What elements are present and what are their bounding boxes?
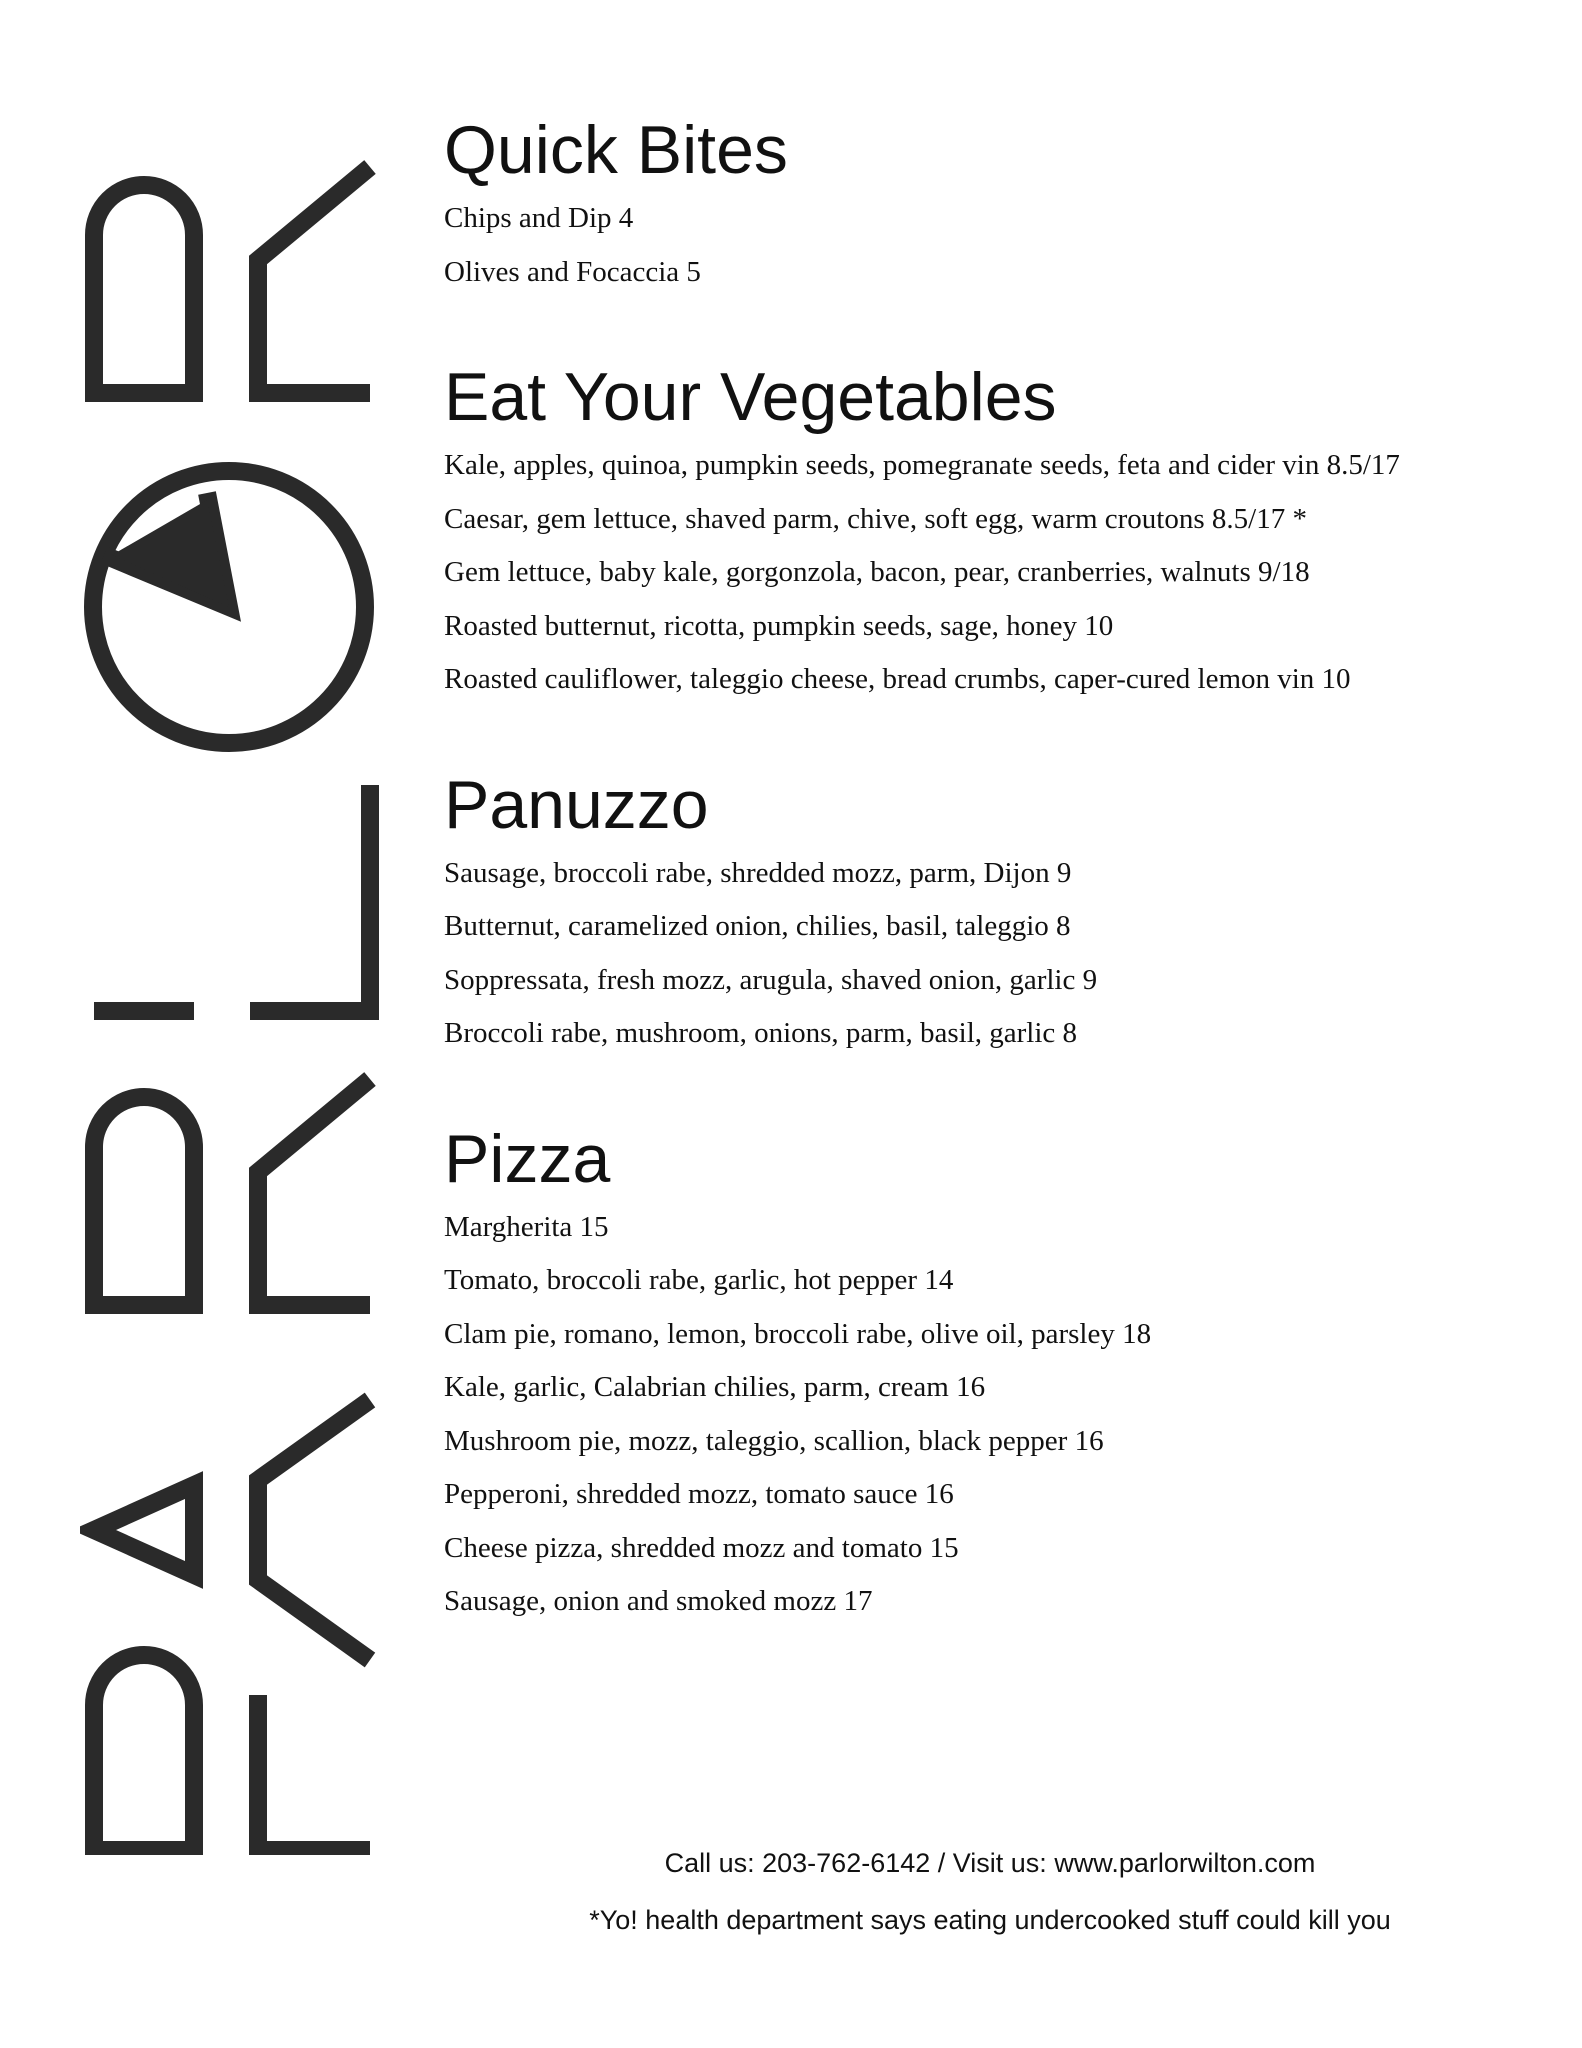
section-title: Eat Your Vegetables (444, 359, 1057, 435)
menu-item: Chips and Dip 4 (444, 202, 634, 234)
menu-item: Sausage, broccoli rabe, shredded mozz, parm, Dijon 9 (444, 856, 1072, 889)
menu (444, 110, 1544, 1629)
menu-item: Cheese pizza, shredded mozz and tomato 15 (444, 1531, 959, 1564)
menu-item: Mushroom pie, mozz, taleggio, scallion, black pepper 16 (444, 1424, 1104, 1457)
menu-item: Margherita 15 (444, 1210, 609, 1243)
section-panuzzo (444, 765, 1544, 1061)
menu-item: Kale, garlic, Calabrian chilies, parm, cream 16 (444, 1371, 986, 1403)
menu-item: Pepperoni, shredded mozz, tomato sauce 16 (444, 1478, 954, 1510)
menu-item: Kale, apples, quinoa, pumpkin seeds, pomegranate seeds, feta and cider vin 8.5/17 (444, 449, 1400, 481)
menu-item: Sausage, onion and smoked mozz 17 (444, 1585, 873, 1617)
menu-item: Butternut, caramelized onion, chilies, basil, taleggio 8 (444, 910, 1071, 942)
menu-item: Gem lettuce, baby kale, gorgonzola, bacon, pear, cranberries, walnuts 9/18 (444, 556, 1310, 588)
section-title: Panuzzo (444, 766, 709, 843)
health-disclaimer: *Yo! health department says eating undercooked stuff could kill you (589, 1905, 1391, 1935)
menu-item: Clam pie, romano, lemon, broccoli rabe, olive oil, parsley 18 (444, 1317, 1152, 1350)
parlor-logo (80, 155, 380, 1855)
section-title: Quick Bites (444, 112, 788, 188)
menu-item: Roasted butternut, ricotta, pumpkin seeds, sage, honey 10 (444, 609, 1114, 642)
menu-item: Olives and Focaccia 5 (444, 255, 701, 288)
footer (440, 1835, 1540, 1949)
section-eat-your-vegetables (444, 357, 1544, 707)
section-title: Pizza (444, 1120, 611, 1197)
contact-line: Call us: 203-762-6142 / Visit us: www.parlorwilton.com (664, 1848, 1316, 1878)
menu-item: Caesar, gem lettuce, shaved parm, chive, soft egg, warm croutons 8.5/17 * (444, 502, 1307, 535)
menu-item: Roasted cauliflower, taleggio cheese, bread crumbs, caper-cured lemon vin 10 (444, 663, 1351, 695)
menu-item: Tomato, broccoli rabe, garlic, hot pepper 14 (444, 1264, 954, 1296)
menu-item: Broccoli rabe, mushroom, onions, parm, basil, garlic 8 (444, 1017, 1078, 1049)
menu-item: Soppressata, fresh mozz, arugula, shaved onion, garlic 9 (444, 963, 1098, 996)
section-quick-bites (444, 110, 1544, 299)
section-pizza (444, 1119, 1544, 1629)
